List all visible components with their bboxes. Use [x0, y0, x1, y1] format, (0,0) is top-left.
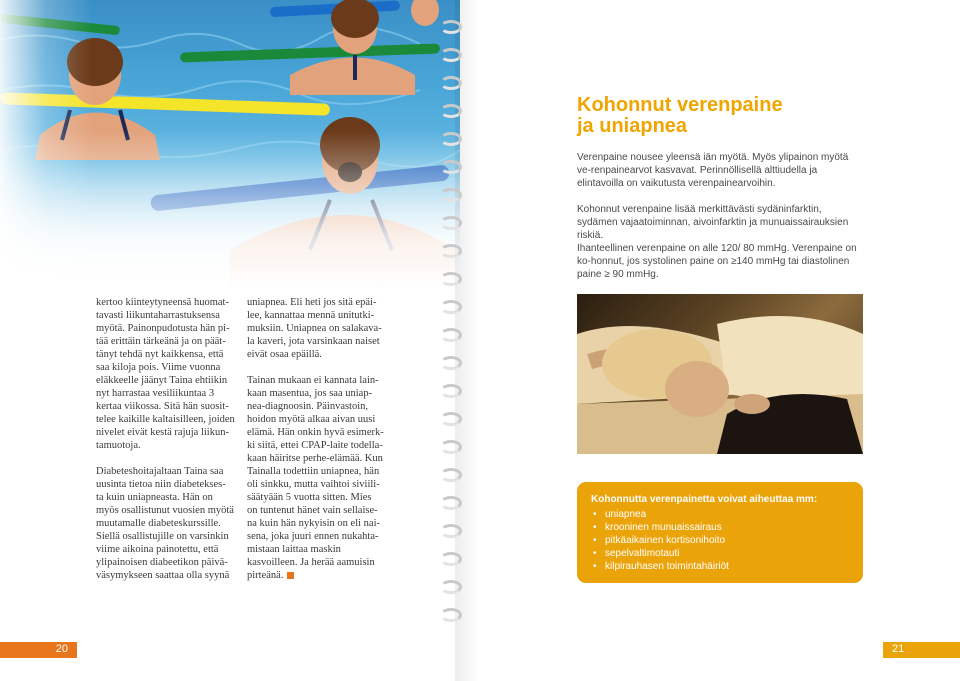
list-item: • pitkäaikainen kortisonihoito: [591, 534, 849, 547]
left-footer-bar: [0, 642, 77, 658]
photo-fade-overlay: [0, 0, 460, 290]
bed-illustration: [577, 294, 863, 454]
causes-callout-box: [577, 482, 863, 583]
page-number-left: 20: [55, 643, 68, 655]
left-col2-paragraph-2: [247, 374, 387, 582]
causes-list: [591, 508, 849, 573]
intro-paragraph-1: Verenpaine nousee yleensä iän myötä. Myös ylipainon myötä ve-renpainearvot kasvavat. Perinnöllisellä alttiudella ja elintavoilla on vaikutusta verenpainearvoihin.: [577, 152, 849, 189]
left-col2-paragraph-2-text: Tainan mukaan ei kannata lain- kaan masentua, jos saa uniap- nea-diagnoosin. Päinvastoin, hoidon myötä alkaa aivan uusi elämä. Hän onkin hyvä esimerk- ki siitä, ettei CPAP-laite todella- kaan häiritse perhe-elämää. Kun Tainalla todettiin uniapnea, hän oli sinkku, mutta vaihtoi siviili- säätyään 5 vuotta sitten. Mies on tuntenut hänet vain sellaise- na kuin hän nykyisin on eli nai- sena, joka juuri ennen nukahta- mistaan laittaa maskin kasvoilleen. Ja herää aamuisin pirteänä.: [247, 375, 384, 581]
sleepless-woman-photo: [577, 294, 863, 454]
callout-title: Kohonnutta verenpainetta voivat aiheuttaa mm:: [591, 494, 818, 505]
list-item: • sepelvaltimotauti: [591, 547, 849, 560]
spiral-binding: [440, 20, 470, 650]
list-item: • kilpirauhasen toimintahäiriöt: [591, 560, 849, 573]
aqua-aerobics-photo: [0, 0, 460, 290]
left-col1-paragraph-2: Diabeteshoitajaltaan Taina saa uusinta tietoa niin diabetekses- ta kuin uniapneasta. Hän on myös osallistunut vuosien myötä muutamalle diabeteskurssille. Siellä osallistujille on varsinkin viime aikoina painotettu, että ylipainoisen diabeetikon päivä- väsymykseen saattaa olla syynä: [96, 466, 234, 581]
right-footer-bar: [883, 642, 960, 658]
left-col1-paragraph-1: kertoo kiinteytyneensä huomat- tavasti liikuntaharrastuksensa myötä. Painonpudotusta hän pi- tää erittäin tärkeänä ja on päät- tänyt tehdä nyt kaikkensa, että saa kiloja pois. Viime vuonna eläkkeelle jäänyt Taina ehtiikin nyt harrastaa vesiliikuntaa 3 kertaa viikossa. Sitä hän suosit- telee kaikille kaltaisilleen, joiden nivelet eivät kestä rajuja liikun- tamuotoja.: [96, 297, 235, 451]
list-item: • krooninen munuaissairaus: [591, 521, 849, 534]
intro-paragraph-3: Ihanteellinen verenpaine on alle 120/ 80 mmHg. Verenpaine on ko-honnut, jos systolinen paine on ≥140 mmHg tai diastolinen paine ≥ 90 mmHg.: [577, 243, 857, 280]
page-number-right: 21: [892, 643, 905, 655]
list-item: • uniapnea: [591, 508, 849, 521]
intro-paragraph-2: Kohonnut verenpaine lisää merkittävästi sydäninfarktin, sydämen vajaatoiminnan, aivoinfarktin ja munuaissairauksien riskiä.: [577, 204, 849, 241]
article-title: Kohonnut verenpaine ja uniapnea: [577, 94, 783, 137]
left-column-1: [96, 296, 236, 582]
left-col2-paragraph-1: uniapnea. Eli heti jos sitä epäi- lee, kannattaa mennä unitutki- muksiin. Uniapnea on salakava- la kaveri, jota varsinkaan naiset eivät osaa epäillä.: [247, 297, 382, 360]
left-column-2: [247, 296, 387, 582]
end-of-article-mark: [287, 572, 294, 579]
